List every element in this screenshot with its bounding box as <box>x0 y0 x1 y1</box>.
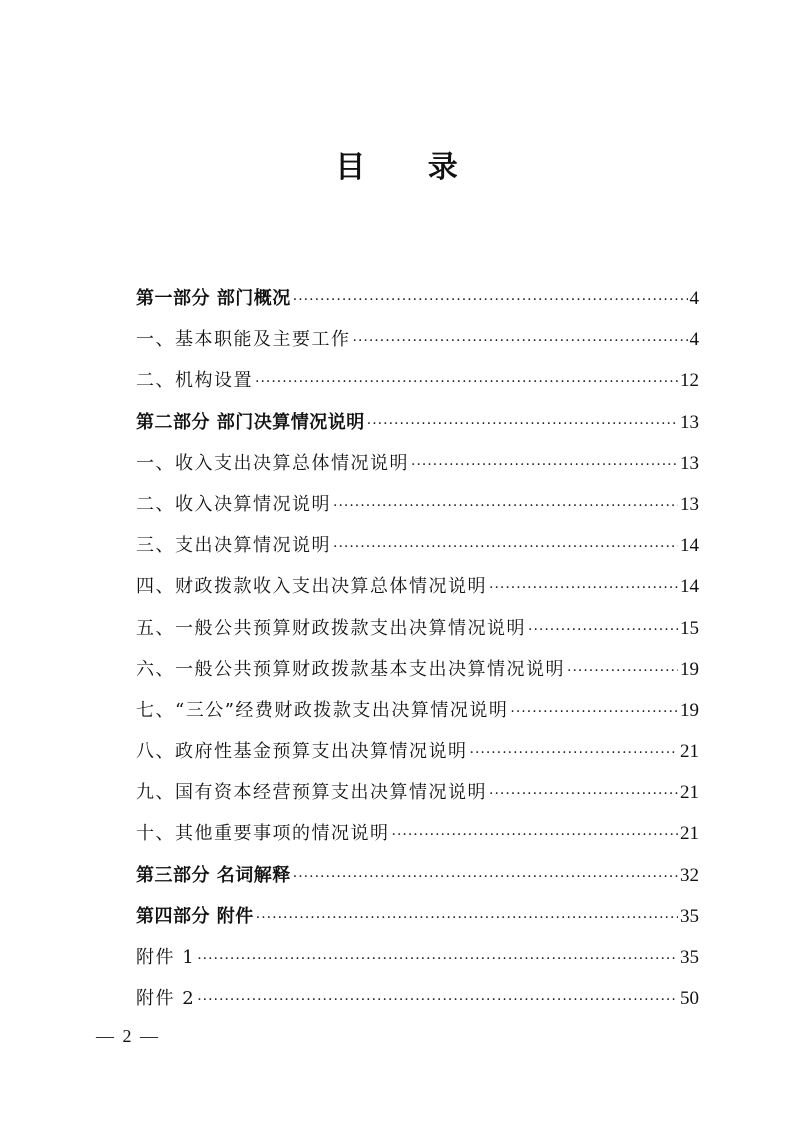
toc-leader-dots <box>255 362 678 403</box>
toc-entry-page: 35 <box>680 905 699 927</box>
toc-leader-dots <box>197 939 678 980</box>
toc-entry[interactable] <box>136 566 699 607</box>
toc-entry[interactable] <box>136 525 699 566</box>
toc-entry[interactable] <box>136 402 699 443</box>
toc-entry-label: 第三部分 名词解释 <box>136 864 291 886</box>
toc-entry-label: 一、基本职能及主要工作 <box>136 329 351 351</box>
toc-entry[interactable] <box>136 319 699 360</box>
toc-leader-dots <box>470 733 679 774</box>
toc-leader-dots <box>510 692 678 733</box>
toc-entry-page: 13 <box>680 452 699 474</box>
toc-entry-page: 4 <box>689 329 699 351</box>
toc-entry-page: 19 <box>680 658 699 680</box>
toc-leader-dots <box>411 445 678 486</box>
toc-entry-label: 第四部分 附件 <box>136 905 254 927</box>
toc-entry-label: 二、机构设置 <box>136 370 253 392</box>
toc-entry-page: 35 <box>680 947 699 968</box>
toc-entry[interactable] <box>136 608 699 649</box>
toc-entry-page: 21 <box>680 823 699 845</box>
table-of-contents <box>136 278 699 1019</box>
toc-entry-label: 第二部分 部门决算情况说明 <box>136 411 365 433</box>
toc-entry[interactable] <box>136 855 699 896</box>
toc-leader-dots <box>392 815 679 856</box>
toc-leader-dots <box>256 898 678 939</box>
toc-entry[interactable] <box>136 978 699 1019</box>
toc-leader-dots <box>293 280 688 321</box>
page-number: — 2 — <box>96 1026 160 1046</box>
toc-entry-label: 附件 2 <box>136 988 196 1010</box>
toc-entry-page: 13 <box>680 493 699 515</box>
toc-entry-page: 21 <box>680 741 699 763</box>
toc-entry-page: 19 <box>680 699 699 721</box>
toc-entry[interactable] <box>136 813 699 854</box>
toc-entry[interactable] <box>136 360 699 401</box>
toc-entry-label: 八、政府性基金预算支出决算情况说明 <box>136 741 468 763</box>
toc-leader-dots <box>197 980 678 1021</box>
toc-leader-dots <box>293 857 678 898</box>
toc-entry-label: 六、一般公共预算财政拨款基本支出决算情况说明 <box>136 658 565 680</box>
toc-entry[interactable] <box>136 731 699 772</box>
toc-entry-label: 九、国有资本经营预算支出决算情况说明 <box>136 782 487 804</box>
toc-entry[interactable] <box>136 896 699 937</box>
toc-entry[interactable] <box>136 772 699 813</box>
toc-entry-page: 14 <box>680 535 699 557</box>
toc-entry-page: 13 <box>680 411 699 433</box>
page-title: 目 录 <box>335 150 484 185</box>
toc-leader-dots <box>353 321 688 362</box>
toc-leader-dots <box>367 404 678 445</box>
toc-entry[interactable] <box>136 484 699 525</box>
toc-entry-label: 四、财政拨款收入支出决算总体情况说明 <box>136 576 487 598</box>
toc-entry[interactable] <box>136 443 699 484</box>
toc-entry-page: 4 <box>689 288 699 309</box>
toc-leader-dots <box>489 774 678 815</box>
toc-leader-dots <box>489 568 678 609</box>
toc-entry-label: 二、收入决算情况说明 <box>136 493 331 515</box>
toc-entry-page: 15 <box>680 617 699 639</box>
toc-entry[interactable] <box>136 937 699 978</box>
toc-entry-page: 14 <box>680 576 699 598</box>
toc-leader-dots <box>567 651 678 692</box>
toc-entry-page: 50 <box>680 988 699 1010</box>
toc-entry[interactable] <box>136 649 699 690</box>
toc-entry-label: 十、其他重要事项的情况说明 <box>136 823 390 845</box>
toc-entry[interactable] <box>136 278 699 319</box>
toc-entry-label: 一、收入支出决算总体情况说明 <box>136 452 409 474</box>
toc-entry-label: 五、一般公共预算财政拨款支出决算情况说明 <box>136 617 526 639</box>
toc-entry-page: 21 <box>680 782 699 804</box>
toc-leader-dots <box>528 610 678 651</box>
toc-entry-label: 三、支出决算情况说明 <box>136 535 331 557</box>
toc-entry[interactable] <box>136 690 699 731</box>
toc-entry-label: 七、“三公”经费财政拨款支出决算情况说明 <box>136 699 509 721</box>
toc-entry-page: 12 <box>680 370 699 392</box>
toc-leader-dots <box>333 527 678 568</box>
toc-entry-label: 附件 1 <box>136 947 196 968</box>
toc-entry-page: 32 <box>680 864 699 886</box>
toc-leader-dots <box>333 486 678 527</box>
toc-entry-label: 第一部分 部门概况 <box>136 288 291 309</box>
